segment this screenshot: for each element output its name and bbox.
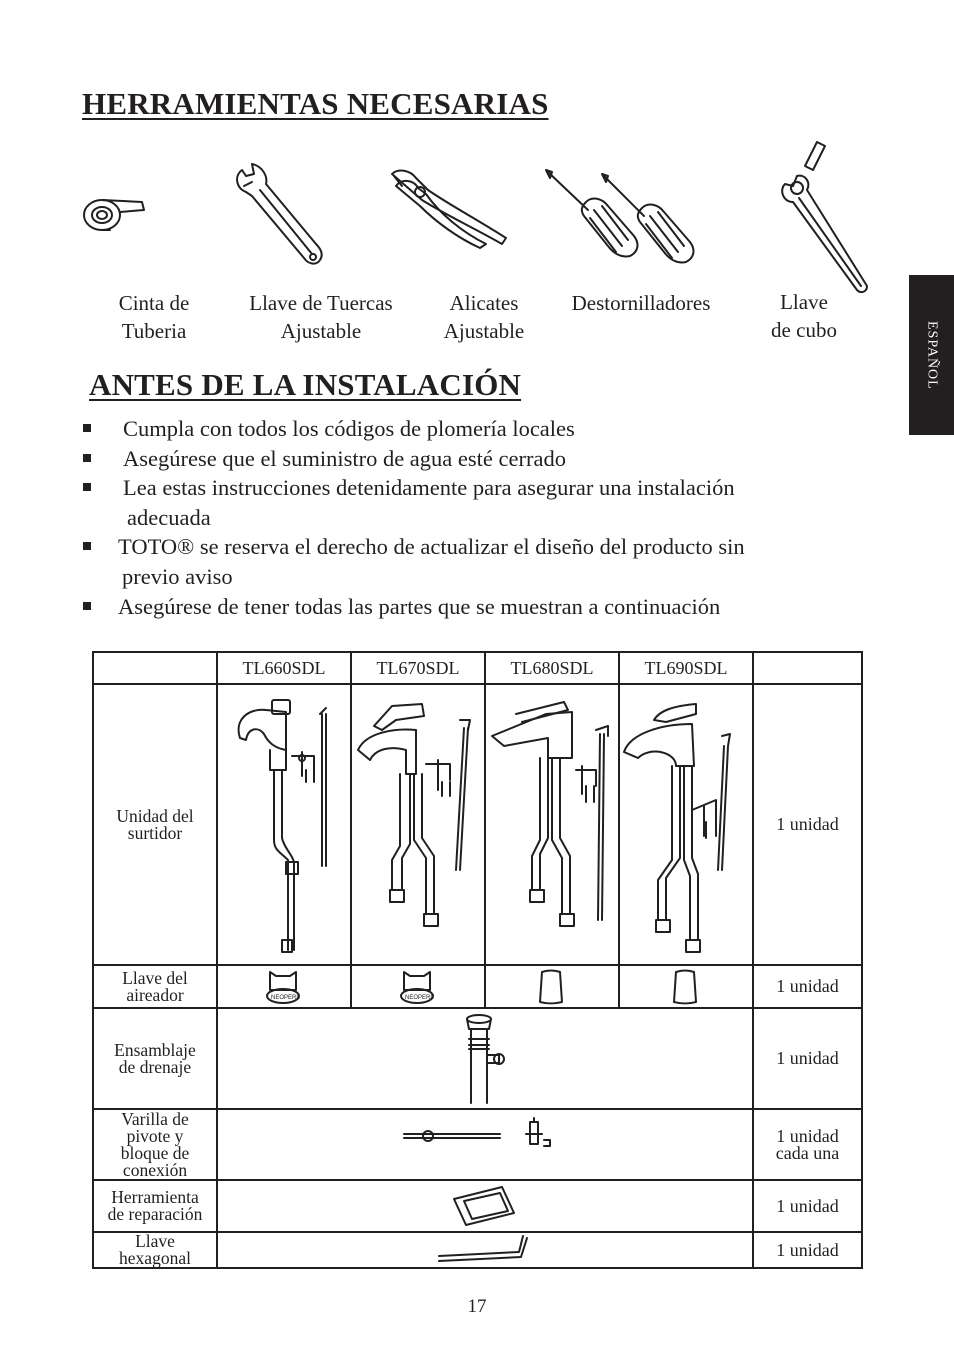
install-section-title: ANTES DE LA INSTALACIÓN — [89, 367, 522, 402]
table-row — [93, 1180, 862, 1232]
adjustable-wrench-icon — [232, 162, 327, 272]
list-item: Asegúrese que el suministro de agua esté cerrado — [83, 444, 843, 474]
table-row — [93, 1109, 862, 1180]
language-tab — [909, 275, 954, 435]
list-item: Cumpla con todos los códigos de plomería locales — [83, 414, 843, 444]
tools-section-title: HERRAMIENTAS NECESARIAS — [82, 86, 549, 121]
row-label: Ensamblaje de drenaje — [93, 1008, 217, 1109]
tool-label-socket: Llave de cubo — [771, 290, 837, 342]
model-header: TL660SDL — [217, 652, 351, 684]
pivot-rod-icon — [217, 1109, 753, 1180]
table-header-empty — [753, 652, 862, 684]
pliers-icon — [388, 164, 513, 249]
tool-label-pliers: Alicates Ajustable — [443, 291, 525, 343]
model-header: TL680SDL — [485, 652, 619, 684]
row-qty: 1 unidad — [753, 1180, 862, 1232]
screwdrivers-icon — [542, 166, 727, 266]
row-label: Unidad del surtidor — [93, 684, 217, 965]
faucet-tl670-icon — [351, 684, 485, 965]
faucet-tl690-icon — [619, 684, 753, 965]
socket-wrench-icon — [775, 140, 875, 295]
aerator-key-icon — [351, 965, 485, 1008]
tool-label-screwdrivers: Destornilladores — [571, 291, 711, 315]
row-qty: 1 unidad cada una — [753, 1109, 862, 1180]
tool-label-tape: Cinta de Tuberia — [118, 291, 190, 343]
language-tab-label: ESPAÑOL — [924, 320, 940, 390]
row-label: Llave hexagonal — [93, 1232, 217, 1268]
parts-table — [92, 651, 863, 1269]
install-bullets — [83, 414, 843, 621]
table-header-row — [93, 652, 862, 684]
hex-key-icon — [217, 1232, 753, 1268]
faucet-tl660-icon — [217, 684, 351, 965]
table-row — [93, 1008, 862, 1109]
row-qty: 1 unidad — [753, 965, 862, 1008]
pipe-tape-icon — [80, 190, 150, 240]
row-label: Llave del aireador — [93, 965, 217, 1008]
table-header-empty — [93, 652, 217, 684]
aerator-key-icon — [485, 965, 619, 1008]
list-item: TOTO® se reserva el derecho de actualizar el diseño del producto sin previo aviso — [83, 532, 843, 591]
row-label: Herramienta de reparación — [93, 1180, 217, 1232]
aerator-key-icon — [217, 965, 351, 1008]
aerator-key-brand: NEOPERL — [405, 994, 434, 1001]
list-item: Lea estas instrucciones detenidamente para asegurar una instalación adecuada — [83, 473, 843, 532]
row-qty: 1 unidad — [753, 1232, 862, 1268]
table-row — [93, 684, 862, 965]
table-row — [93, 1232, 862, 1268]
model-header: TL670SDL — [351, 652, 485, 684]
row-qty: 1 unidad — [753, 684, 862, 965]
tool-label-wrench: Llave de Tuercas Ajustable — [249, 291, 393, 343]
row-qty: 1 unidad — [753, 1008, 862, 1109]
aerator-key-icon — [619, 965, 753, 1008]
row-label: Varilla de pivote y bloque de conexión — [93, 1109, 217, 1180]
repair-tool-icon — [217, 1180, 753, 1232]
faucet-tl680-icon — [485, 684, 619, 965]
table-row — [93, 965, 862, 1008]
aerator-key-brand: NEOPERL — [271, 994, 300, 1001]
list-item: Asegúrese de tener todas las partes que se muestran a continuación — [83, 592, 843, 622]
drain-assembly-icon — [217, 1008, 753, 1109]
model-header: TL690SDL — [619, 652, 753, 684]
page-number: 17 — [467, 1296, 487, 1317]
